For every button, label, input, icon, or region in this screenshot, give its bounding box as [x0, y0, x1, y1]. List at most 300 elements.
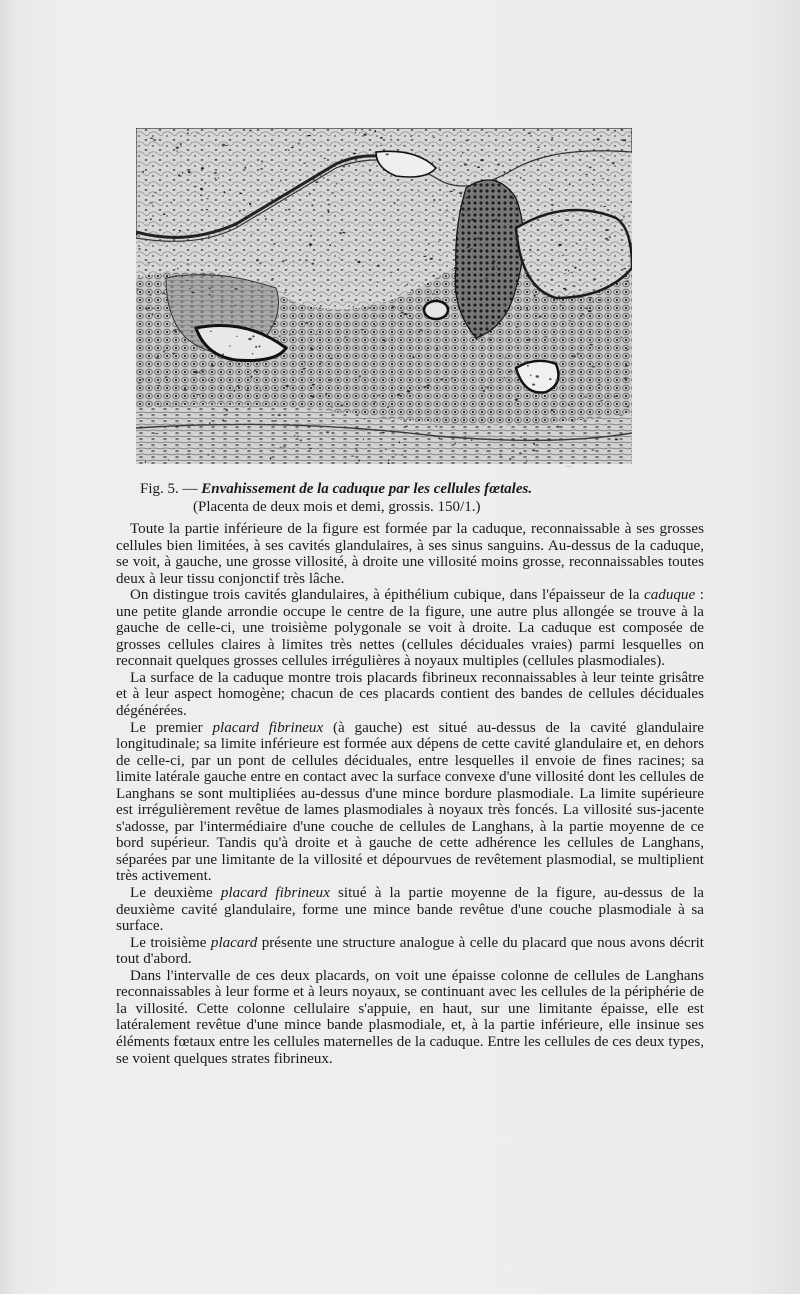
- text-run: Le troisième: [130, 934, 211, 951]
- nucleus-dot: [407, 390, 411, 392]
- nucleus-dot: [177, 268, 178, 270]
- nucleus-dot: [186, 280, 189, 281]
- nucleus-dot: [498, 273, 501, 274]
- nucleus-dot: [183, 389, 186, 390]
- nucleus-dot: [298, 142, 299, 144]
- nucleus-dot: [480, 245, 483, 247]
- text-run: La surface de la caduque montre trois placards fibrineux reconnaissables à leur teinte grisâtre et à leur aspect homogène; chacun de ces placards contient des bandes de cellules déciduales dégénérées.: [116, 669, 704, 720]
- nucleus-dot: [282, 260, 284, 262]
- nucleus-dot: [436, 349, 437, 350]
- body-text: [116, 521, 704, 1067]
- paragraph: [116, 935, 704, 968]
- nucleus-dot: [551, 155, 552, 156]
- nucleus-dot: [206, 198, 208, 199]
- nucleus-dot: [357, 261, 360, 263]
- nucleus-dot: [401, 454, 402, 455]
- nucleus-dot: [274, 420, 276, 421]
- nucleus-dot: [270, 450, 272, 451]
- nucleus-dot: [609, 236, 611, 238]
- nucleus-dot: [138, 248, 141, 250]
- engraver-signature: —: [566, 464, 572, 470]
- figure-caption: [140, 480, 660, 516]
- nucleus-dot: [380, 145, 382, 147]
- nucleus-dot: [312, 384, 315, 386]
- nucleus-dot: [512, 347, 514, 348]
- nucleus-dot: [215, 159, 218, 160]
- nucleus-dot: [284, 292, 286, 293]
- nucleus-dot: [438, 241, 439, 242]
- nucleus-dot: [379, 316, 380, 317]
- nucleus-dot: [441, 379, 444, 381]
- nucleus-dot: [254, 370, 257, 371]
- nucleus-dot: [222, 299, 224, 300]
- nucleus-dot: [551, 279, 553, 280]
- nucleus-dot: [150, 218, 152, 220]
- nucleus-dot: [568, 270, 569, 272]
- nucleus-dot: [248, 338, 251, 340]
- nucleus-dot: [602, 178, 604, 179]
- nucleus-dot: [145, 461, 146, 463]
- nucleus-dot: [155, 357, 159, 358]
- nucleus-dot: [341, 405, 344, 407]
- nucleus-dot: [592, 184, 594, 186]
- nucleus-dot: [206, 209, 208, 210]
- nucleus-dot: [149, 294, 151, 296]
- nucleus-dot: [234, 390, 236, 392]
- nucleus-dot: [187, 454, 190, 455]
- nucleus-dot: [288, 209, 290, 211]
- nucleus-dot: [176, 147, 179, 149]
- nucleus-dot: [274, 243, 276, 245]
- nucleus-dot: [515, 399, 518, 401]
- nucleus-dot: [438, 167, 440, 169]
- nucleus-dot: [621, 129, 622, 131]
- nucleus-dot: [527, 365, 529, 367]
- italic-term: caduque: [644, 587, 696, 604]
- nucleus-dot: [532, 450, 535, 452]
- nucleus-dot: [364, 404, 367, 405]
- nucleus-dot: [194, 186, 197, 188]
- nucleus-dot: [471, 439, 473, 441]
- nucleus-dot: [250, 311, 252, 312]
- nucleus-dot: [485, 278, 488, 279]
- nucleus-dot: [178, 174, 180, 176]
- nucleus-dot: [323, 158, 325, 159]
- nucleus-dot: [626, 271, 629, 273]
- nucleus-dot: [163, 214, 165, 216]
- nucleus-dot: [438, 437, 440, 439]
- nucleus-dot: [278, 335, 281, 337]
- nucleus-dot: [208, 380, 210, 381]
- nucleus-dot: [489, 339, 491, 341]
- nucleus-dot: [487, 325, 488, 326]
- nucleus-dot: [598, 384, 600, 386]
- nucleus-dot: [512, 197, 514, 199]
- nucleus-dot: [612, 162, 614, 164]
- nucleus-dot: [394, 202, 395, 204]
- nucleus-dot: [605, 238, 608, 240]
- nucleus-dot: [256, 259, 258, 261]
- nucleus-dot: [162, 292, 165, 294]
- nucleus-dot: [251, 234, 253, 235]
- nucleus-dot: [579, 319, 580, 320]
- nucleus-dot: [368, 250, 370, 251]
- nucleus-dot: [385, 449, 387, 450]
- nucleus-dot: [390, 272, 393, 273]
- nucleus-dot: [536, 375, 539, 377]
- nucleus-dot: [561, 255, 564, 256]
- italic-term: placard fibrineux: [220, 885, 330, 902]
- nucleus-dot: [382, 432, 385, 434]
- nucleus-dot: [200, 188, 203, 190]
- nucleus-dot: [514, 213, 517, 214]
- nucleus-dot: [499, 454, 501, 455]
- nucleus-dot: [467, 247, 469, 249]
- italic-term: placard fibrineux: [212, 719, 324, 736]
- nucleus-dot: [209, 294, 211, 295]
- nucleus-dot: [585, 174, 587, 175]
- nucleus-dot: [496, 266, 498, 267]
- nucleus-dot: [374, 402, 376, 403]
- nucleus-dot: [360, 157, 362, 158]
- nucleus-dot: [204, 380, 206, 381]
- nucleus-dot: [172, 353, 176, 354]
- nucleus-dot: [200, 194, 202, 196]
- nucleus-dot: [589, 298, 592, 299]
- nucleus-dot: [395, 322, 397, 323]
- nucleus-dot: [201, 370, 204, 372]
- text-run: Toute la partie inférieure de la figure est formée par la caduque, reconnaissable à ses grosses cellules bien limitées, à ses cavités glandulaires, à ses sinus sanguins. Au-dessus de la caduque, se voit, à gauche, une grosse villosité, à droite une villosité moins grosse, reconnaissables toutes deux à leur tissu conjonctif très lâche.: [116, 521, 704, 587]
- caption-title: Envahissement de la caduque par les cellules fœtales.: [201, 481, 533, 497]
- nucleus-dot: [585, 249, 587, 250]
- nucleus-dot: [137, 288, 139, 290]
- nucleus-dot: [520, 307, 522, 308]
- nucleus-dot: [397, 394, 400, 396]
- nucleus-dot: [192, 292, 195, 294]
- nucleus-dot: [395, 454, 397, 455]
- nucleus-dot: [147, 262, 149, 263]
- nucleus-dot: [236, 336, 237, 337]
- nucleus-dot: [620, 337, 622, 338]
- nucleus-dot: [573, 355, 576, 357]
- nucleus-dot: [204, 182, 205, 183]
- nucleus-dot: [406, 425, 408, 427]
- paragraph: [116, 670, 704, 720]
- nucleus-dot: [259, 345, 261, 347]
- nucleus-dot: [390, 139, 392, 140]
- nucleus-dot: [494, 219, 498, 221]
- nucleus-dot: [332, 193, 334, 194]
- nucleus-dot: [391, 306, 394, 308]
- nucleus-dot: [503, 304, 505, 306]
- nucleus-dot: [551, 204, 554, 206]
- nucleus-dot: [289, 334, 290, 336]
- nucleus-dot: [471, 310, 473, 311]
- nucleus-dot: [406, 284, 408, 286]
- nucleus-dot: [433, 275, 435, 277]
- nucleus-dot: [435, 426, 437, 427]
- nucleus-dot: [599, 299, 602, 301]
- nucleus-dot: [533, 295, 536, 297]
- nucleus-dot: [623, 139, 626, 141]
- nucleus-dot: [423, 256, 426, 257]
- nucleus-dot: [188, 171, 191, 173]
- nucleus-dot: [208, 287, 211, 289]
- nucleus-dot: [532, 384, 535, 386]
- nucleus-dot: [258, 290, 259, 291]
- nucleus-dot: [526, 460, 527, 462]
- nucleus-dot: [468, 221, 470, 223]
- nucleus-dot: [138, 382, 141, 383]
- nucleus-dot: [335, 183, 337, 184]
- nucleus-dot: [480, 159, 484, 161]
- nucleus-dot: [528, 133, 531, 134]
- text-run: Le deuxième: [130, 885, 221, 902]
- nucleus-dot: [497, 220, 500, 222]
- nucleus-dot: [559, 305, 561, 306]
- nucleus-dot: [260, 390, 262, 392]
- nucleus-dot: [152, 313, 153, 315]
- text-run: (à gauche) est situé au-dessus de la cavité glandulaire longitudinale; sa limite inférieure est formée aux dépens de cette cavité glandulaire et, en dehors de celle-ci, par un pont de cellules déciduales, entre lesquelles il envoie de fines racines; sa limite latérale gauche entre en contact avec la surface convexe d'une villosité dont les cellules de Langhans se sont multipliées au-dessus d'une mince bordure plasmodiale. La limite supérieure est irrégulièrement revêtue de lames plasmodiales à noyaux très foncés. La villosité sus-jacente s'adosse, par l'intermédiaire d'une couche de cellules de Langhans, à la partie moyenne de ce bord supérieur. Tandis qu'à droite et à gauche de cette adhérence les cellules de Langhans, séparées par une limitante de la villosité et dépourvues de revêtement plasmodial, se multiplient très activement.: [116, 719, 704, 885]
- nucleus-dot: [411, 318, 412, 319]
- nucleus-dot: [420, 329, 423, 331]
- nucleus-dot: [351, 456, 355, 457]
- nucleus-dot: [361, 329, 364, 330]
- nucleus-dot: [310, 235, 312, 237]
- nucleus-dot: [300, 439, 302, 441]
- nucleus-dot: [592, 366, 596, 368]
- nucleus-dot: [152, 308, 155, 309]
- bleed-through-marks: [680, 160, 720, 280]
- nucleus-dot: [225, 145, 228, 146]
- nucleus-dot: [412, 357, 415, 359]
- nucleus-dot: [585, 308, 588, 309]
- nucleus-dot: [291, 147, 294, 148]
- nucleus-dot: [355, 132, 356, 133]
- nucleus-dot: [364, 134, 367, 136]
- nucleus-dot: [259, 262, 261, 263]
- nucleus-dot: [293, 261, 294, 262]
- nucleus-dot: [203, 274, 206, 276]
- nucleus-dot: [369, 170, 370, 172]
- nucleus-dot: [307, 439, 308, 440]
- caption-line-1: [140, 480, 660, 498]
- nucleus-dot: [418, 190, 419, 191]
- nucleus-dot: [430, 258, 433, 260]
- nucleus-dot: [158, 383, 160, 384]
- nucleus-dot: [486, 386, 489, 388]
- nucleus-dot: [625, 365, 628, 366]
- nucleus-dot: [226, 409, 228, 411]
- nucleus-dot: [246, 390, 249, 391]
- nucleus-dot: [303, 163, 306, 164]
- nucleus-dot: [325, 394, 327, 396]
- nucleus-dot: [591, 450, 594, 451]
- nucleus-dot: [315, 181, 319, 183]
- nucleus-dot: [328, 204, 331, 205]
- nucleus-dot: [386, 154, 389, 156]
- nucleus-dot: [489, 274, 491, 275]
- nucleus-dot: [265, 218, 267, 220]
- nucleus-dot: [353, 306, 355, 308]
- nucleus-dot: [449, 191, 453, 192]
- nucleus-dot: [521, 436, 522, 438]
- nucleus-dot: [516, 235, 519, 237]
- nucleus-dot: [218, 177, 220, 178]
- nucleus-dot: [433, 199, 435, 201]
- nucleus-dot: [224, 191, 226, 193]
- text-run: Dans l'intervalle de ces deux placards, on voit une épaisse colonne de cellules de Langhans reconnaissables à leur forme et à leurs noyaux, se continuant avec les cellules de la périphérie de la villosité. Cette colonne cellulaire s'appuie, en haut, sur une limitante épaisse, elle est latéralement revêtue d'une mince bande plasmodiale, et, à la partie inférieure, elle insinue ses éléments fœtaux entre les cellules maternelles de la caduque. Entre les cellules de ces deux types, se voient quelques strates fibrineux.: [116, 967, 705, 1067]
- nucleus-dot: [315, 334, 316, 335]
- nucleus-dot: [361, 129, 363, 130]
- nucleus-dot: [475, 338, 478, 339]
- nucleus-dot: [504, 377, 506, 378]
- nucleus-dot: [568, 404, 570, 406]
- nucleus-dot: [235, 288, 238, 289]
- nucleus-dot: [371, 279, 372, 280]
- nucleus-dot: [173, 329, 176, 331]
- nucleus-dot: [404, 313, 407, 315]
- nucleus-dot: [469, 214, 471, 215]
- nucleus-dot: [211, 380, 213, 381]
- nucleus-dot: [477, 237, 479, 239]
- nucleus-dot: [603, 158, 605, 159]
- nucleus-dot: [486, 450, 489, 451]
- nucleus-dot: [590, 344, 594, 345]
- nucleus-dot: [573, 370, 574, 371]
- nucleus-dot: [305, 260, 308, 261]
- nucleus-dot: [297, 436, 299, 438]
- nucleus-dot: [198, 372, 201, 373]
- paragraph: [116, 968, 704, 1067]
- nucleus-dot: [279, 447, 282, 448]
- nucleus-dot: [244, 167, 246, 169]
- nucleus-dot: [211, 365, 214, 367]
- nucleus-dot: [311, 263, 314, 265]
- nucleus-dot: [208, 454, 209, 456]
- nucleus-dot: [397, 269, 398, 271]
- nucleus-dot: [517, 372, 519, 373]
- nucleus-dot: [225, 414, 228, 415]
- nucleus-dot: [559, 297, 562, 298]
- nucleus-dot: [519, 452, 522, 454]
- nucleus-dot: [465, 436, 466, 437]
- nucleus-dot: [142, 171, 144, 173]
- nucleus-dot: [286, 385, 289, 387]
- nucleus-dot: [294, 435, 296, 436]
- nucleus-dot: [288, 150, 289, 151]
- nucleus-dot: [604, 339, 605, 340]
- nucleus-dot: [510, 243, 513, 244]
- nucleus-dot: [433, 137, 436, 138]
- nucleus-dot: [558, 244, 561, 246]
- nucleus-dot: [589, 167, 592, 169]
- nucleus-dot: [563, 288, 566, 290]
- paragraph: [116, 720, 704, 885]
- nucleus-dot: [180, 143, 182, 145]
- nucleus-dot: [613, 396, 616, 397]
- nucleus-dot: [551, 409, 553, 411]
- nucleus-dot: [577, 353, 579, 355]
- caption-label: Fig. 5. —: [140, 481, 198, 497]
- nucleus-dot: [339, 258, 341, 259]
- nucleus-dot: [528, 339, 531, 341]
- nucleus-dot: [529, 249, 531, 251]
- nucleus-dot: [600, 400, 603, 401]
- nucleus-dot: [294, 221, 296, 222]
- nucleus-dot: [387, 406, 389, 408]
- text-run: Le premier: [130, 719, 213, 736]
- nucleus-dot: [471, 219, 474, 221]
- nucleus-dot: [188, 169, 190, 171]
- nucleus-dot: [562, 399, 563, 400]
- nucleus-dot: [374, 130, 376, 132]
- nucleus-dot: [309, 193, 311, 195]
- nucleus-dot: [593, 301, 594, 303]
- nucleus-dot: [180, 282, 182, 283]
- nucleus-dot: [364, 418, 365, 420]
- nucleus-dot: [330, 358, 333, 359]
- nucleus-dot: [283, 446, 286, 447]
- nucleus-dot: [182, 172, 183, 174]
- nucleus-dot: [194, 371, 197, 373]
- nucleus-dot: [329, 379, 332, 381]
- nucleus-dot: [432, 162, 433, 164]
- nucleus-dot: [251, 376, 253, 378]
- nucleus-dot: [281, 169, 282, 170]
- nucleus-dot: [560, 224, 561, 226]
- nucleus-dot: [231, 311, 232, 313]
- nucleus-dot: [452, 218, 454, 219]
- nucleus-dot: [266, 191, 269, 192]
- nucleus-dot: [388, 459, 389, 461]
- nucleus-dot: [627, 349, 629, 351]
- nucleus-dot: [470, 248, 473, 250]
- nucleus-dot: [229, 346, 231, 347]
- nucleus-dot: [196, 328, 199, 329]
- nucleus-dot: [631, 132, 632, 133]
- nucleus-dot: [328, 211, 330, 213]
- nucleus-dot: [375, 325, 376, 326]
- nucleus-dot: [210, 331, 213, 332]
- nucleus-dot: [504, 358, 506, 359]
- nucleus-dot: [537, 147, 540, 148]
- nucleus-dot: [155, 433, 159, 434]
- gland-central: [424, 301, 448, 319]
- nucleus-dot: [455, 443, 456, 445]
- nucleus-dot: [504, 227, 506, 229]
- nucleus-dot: [187, 263, 189, 264]
- nucleus-dot: [623, 268, 626, 269]
- nucleus-dot: [551, 137, 553, 139]
- nucleus-dot: [345, 336, 347, 338]
- nucleus-dot: [466, 210, 468, 212]
- nucleus-dot: [168, 459, 169, 460]
- nucleus-dot: [423, 386, 427, 388]
- nucleus-dot: [520, 177, 522, 179]
- text-run: présente une structure analogue à celle du placard que nous avons décrit tout d'abord.: [116, 934, 704, 968]
- nucleus-dot: [539, 316, 541, 318]
- nucleus-dot: [533, 443, 535, 445]
- nucleus-dot: [222, 420, 224, 422]
- nucleus-dot: [245, 216, 248, 217]
- nucleus-dot: [280, 180, 282, 181]
- nucleus-dot: [527, 309, 528, 311]
- nucleus-dot: [604, 397, 606, 398]
- nucleus-dot: [306, 322, 308, 324]
- nucleus-dot: [329, 245, 331, 246]
- nucleus-dot: [201, 167, 204, 169]
